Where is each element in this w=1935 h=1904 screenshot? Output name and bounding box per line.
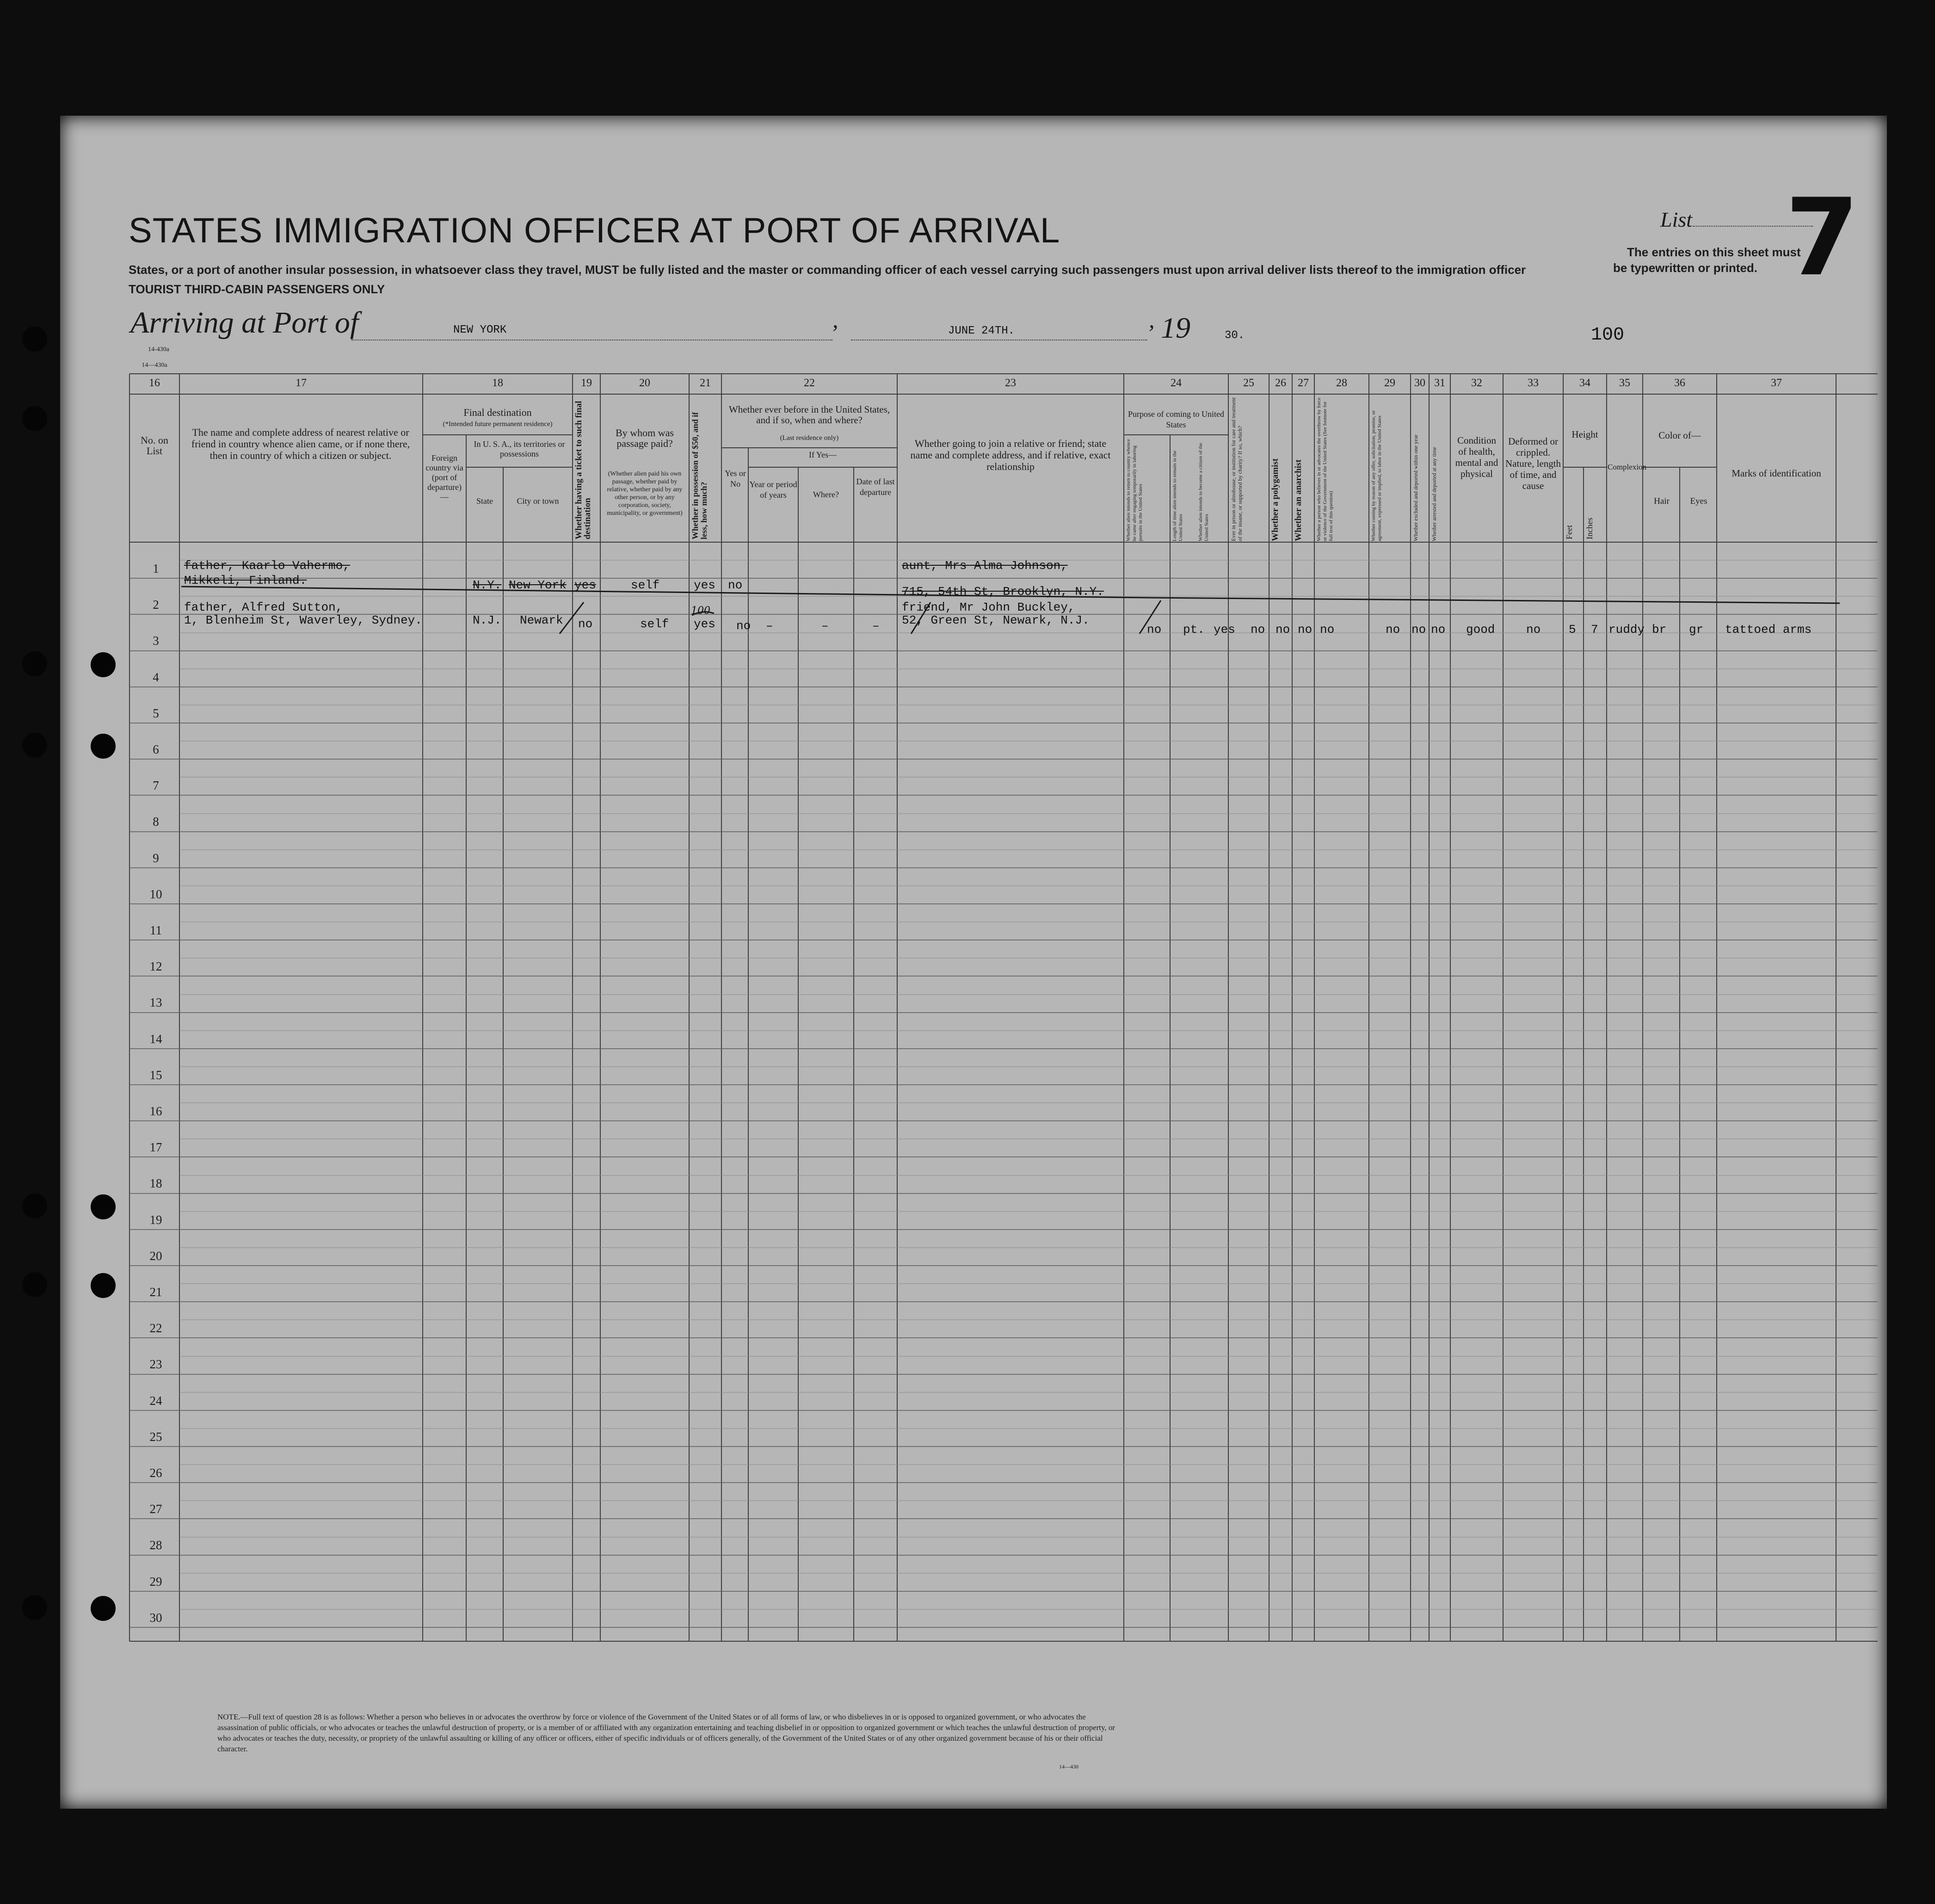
row-number: 23 bbox=[149, 1357, 162, 1371]
row-number: 9 bbox=[153, 851, 159, 865]
header-height: Height bbox=[1571, 429, 1598, 440]
header-hair: Hair bbox=[1654, 496, 1670, 506]
entry-2-citizen: yes bbox=[1214, 623, 1235, 637]
header-feet: Feet bbox=[1565, 525, 1574, 539]
year-suffix: 30. bbox=[1225, 329, 1245, 342]
header-no-on-list: No. on List bbox=[141, 434, 168, 457]
entry-2-return: no bbox=[1147, 623, 1162, 637]
header-where: Where? bbox=[813, 490, 839, 499]
header-inches: Inches bbox=[1585, 518, 1594, 539]
col-num-31: 31 bbox=[1434, 377, 1445, 389]
row-number: 15 bbox=[149, 1068, 162, 1082]
row-number: 30 bbox=[149, 1611, 162, 1625]
col-num-28: 28 bbox=[1336, 377, 1347, 389]
entry-1-state: N.Y. bbox=[473, 578, 502, 592]
entry-1-joining-name: aunt, Mrs Alma Johnson, bbox=[902, 559, 1068, 573]
header-nearest-relative: The name and complete address of nearest relative or friend in country whence alien came, or if none there, then in country of which a citizen or subject. bbox=[191, 427, 410, 461]
row-number: 22 bbox=[149, 1321, 162, 1335]
row-number: 25 bbox=[149, 1430, 162, 1444]
row-number: 21 bbox=[149, 1285, 162, 1299]
col-num-29: 29 bbox=[1384, 377, 1395, 389]
header-ever-before: Whether ever before in the United States, and if so, when and where? bbox=[728, 404, 890, 426]
header-if-yes: If Yes— bbox=[808, 450, 837, 459]
header-state: State bbox=[476, 496, 493, 506]
entry-2-relative-name: father, Alfred Sutton, bbox=[184, 600, 343, 614]
header-marks: Marks of identification bbox=[1732, 468, 1821, 479]
header-passage-paid-sub: (Whether alien paid his own passage, whether paid by relative, whether paid by any other person, or by any corporation, society, municipality, or government) bbox=[607, 470, 683, 517]
header-excluded: Whether excluded and deported within one year bbox=[1412, 434, 1419, 541]
row-number: 20 bbox=[149, 1249, 162, 1263]
comma: , bbox=[1149, 307, 1155, 333]
header-city: City or town bbox=[517, 496, 559, 506]
entry-2-eyes: gr bbox=[1689, 623, 1704, 637]
header-purpose-length: Length of time alien intends to remain in the United States bbox=[1172, 450, 1183, 541]
header-purpose-citizen: Whether alien intends to become a citizen of the United States bbox=[1198, 443, 1209, 541]
row-number: 6 bbox=[153, 742, 159, 756]
entry-2-paid-by: self bbox=[640, 617, 669, 631]
header-complexion: Complexion bbox=[1608, 463, 1647, 471]
date-value: JUNE 24TH. bbox=[948, 325, 1015, 337]
entry-2-hair: br bbox=[1652, 623, 1667, 637]
year-prefix: 19 bbox=[1161, 311, 1190, 344]
row-number: 8 bbox=[153, 815, 159, 828]
col-num-16: 16 bbox=[149, 377, 160, 389]
row-number: 1 bbox=[153, 562, 159, 575]
header-in-usa: In U. S. A., its territories or possessions bbox=[474, 439, 565, 458]
row-number: 5 bbox=[153, 706, 159, 720]
footnote: NOTE.—Full text of question 28 is as follows: Whether a person who believes in or advocates the overthrow by force or violence of the Government of the United States or of all forms of law, or who disbelieves in or is opposed to organized government, or who advocates the assassination of public officials, or who advocates or teaches the unlawful destruction of property, or is a member of or affiliated with any organization entertaining and teaching disbelief in or opposition to organized government or which teaches the unlawful destruction of property, or who advocates or teaches the duty, necessity, or propriety of the unlawful assaulting or killing of any officer or officers, either of specific individuals or of officers generally, of the Government of the United States or of any other organized government because of his or their official character. bbox=[217, 1712, 1115, 1753]
header-yes-no: Yes or No bbox=[725, 469, 746, 488]
row-number: 19 bbox=[149, 1213, 162, 1227]
row-number: 18 bbox=[149, 1176, 162, 1190]
header-prison: Ever in prison or almshouse, or institution for care and treatment of the insane, or supported by charity? If so, which? bbox=[1230, 397, 1243, 541]
entry-1-before: no bbox=[728, 578, 743, 592]
port-value: NEW YORK bbox=[453, 324, 507, 336]
row-number: 26 bbox=[149, 1466, 162, 1480]
form-title: STATES IMMIGRATION OFFICER AT PORT OF ARRIVAL bbox=[129, 211, 1060, 250]
col-num-22: 22 bbox=[804, 377, 815, 389]
entry-1-ticket: yes bbox=[574, 578, 596, 592]
header-purpose: Purpose of coming to United States bbox=[1128, 409, 1224, 429]
form-code-small: 14—430a bbox=[142, 362, 167, 369]
entry-1-paid-by: self bbox=[631, 578, 660, 592]
entry-2-deformed: no bbox=[1526, 623, 1541, 637]
col-num-30: 30 bbox=[1414, 377, 1425, 389]
entry-2-excluded: no bbox=[1411, 623, 1426, 637]
header-passage-paid: By whom was passage paid? bbox=[616, 427, 674, 449]
header-final-destination: Final destination bbox=[463, 407, 532, 418]
col-num-33: 33 bbox=[1528, 377, 1539, 389]
entry-2-before: no bbox=[736, 619, 751, 633]
entry-2-years: – bbox=[766, 619, 773, 633]
entry-2-arrested: no bbox=[1431, 623, 1446, 637]
comma: , bbox=[832, 307, 838, 333]
footer-code: 14—430 bbox=[1059, 1763, 1078, 1770]
header-arrested: Whether arrested and deported at any time bbox=[1431, 447, 1437, 541]
entry-1-relative-name: father, Kaarlo Vahermo, bbox=[184, 559, 350, 573]
col-num-24: 24 bbox=[1171, 377, 1182, 389]
entry-2-relative-address: 1, Blenheim St, Waverley, Sydney. bbox=[184, 613, 422, 627]
row-number: 27 bbox=[149, 1502, 162, 1516]
header-ever-before-sub: (Last residence only) bbox=[780, 434, 839, 442]
header-deformed: Deformed or crippled. Nature, length of time, and cause bbox=[1505, 436, 1561, 491]
entry-1-relative-address: Mikkeli, Finland. bbox=[184, 574, 307, 587]
row-number: 24 bbox=[149, 1394, 162, 1408]
row-number: 2 bbox=[153, 598, 159, 612]
entry-2-money: yes bbox=[694, 617, 715, 631]
col-num-26: 26 bbox=[1275, 377, 1286, 389]
list-number: 7 bbox=[1785, 176, 1860, 300]
col-num-17: 17 bbox=[296, 377, 307, 389]
col-num-32: 32 bbox=[1471, 377, 1482, 389]
header-contract-labor: Whether coming by reason of any offer, solicitation, promise, or agreement, expressed or implied, to labor in the United States bbox=[1371, 410, 1382, 541]
entry-2-prison: no bbox=[1251, 623, 1265, 637]
entry-2-health: good bbox=[1466, 623, 1495, 637]
entry-2-length: pt. bbox=[1183, 623, 1205, 637]
entry-2-overthrow: no bbox=[1320, 623, 1335, 637]
entries-note-1: The entries on this sheet must bbox=[1627, 245, 1801, 259]
entry-2-state: N.J. bbox=[473, 613, 502, 627]
col-num-37: 37 bbox=[1771, 377, 1782, 389]
class-line: TOURIST THIRD-CABIN PASSENGERS ONLY bbox=[129, 282, 385, 296]
entry-2-where: – bbox=[821, 619, 829, 633]
header-joining: Whether going to join a relative or friend; state name and complete address, and if relative, exact relationship bbox=[910, 438, 1111, 472]
row-number: 28 bbox=[149, 1538, 162, 1552]
header-fifty-dollars: Whether in possession of $50, and if less, how much? bbox=[690, 412, 709, 539]
entries-note-2: be typewritten or printed. bbox=[1613, 261, 1758, 275]
arriving-label: Arriving at Port of bbox=[130, 306, 359, 340]
col-num-23: 23 bbox=[1005, 377, 1016, 389]
page-number: 100 bbox=[1591, 325, 1625, 346]
header-overthrow: Whether a person who believes in or advocates the overthrow by force or violence of the Government of the United States (See footnote for full text of this question) bbox=[1316, 397, 1334, 541]
row-number: 11 bbox=[150, 923, 162, 937]
col-num-18: 18 bbox=[492, 377, 503, 389]
header-ticket: Whether having a ticket to such final destination bbox=[574, 401, 592, 539]
entry-1-money: yes bbox=[694, 578, 715, 592]
entry-2-inches: 7 bbox=[1591, 623, 1598, 637]
entry-2-complexion: ruddy bbox=[1608, 623, 1645, 637]
col-num-19: 19 bbox=[581, 377, 592, 389]
entry-1-city: New York bbox=[509, 578, 567, 592]
header-last-departure: Date of last departure bbox=[856, 477, 895, 497]
entry-2-polygamist: no bbox=[1276, 623, 1290, 637]
entry-2-city: Newark bbox=[520, 613, 563, 627]
col-num-21: 21 bbox=[700, 377, 711, 389]
col-num-34: 34 bbox=[1579, 377, 1590, 389]
list-label: List bbox=[1660, 208, 1693, 231]
row-number: 4 bbox=[153, 670, 159, 684]
row-number: 29 bbox=[149, 1575, 162, 1589]
header-purpose-return: Whether alien intends to return to country whence he came after engaging temporarily in laboring pursuits in the United States bbox=[1126, 439, 1143, 541]
header-health: Condition of health, mental and physical bbox=[1455, 435, 1498, 479]
row-number: 3 bbox=[153, 634, 159, 648]
entry-2-ticket: no bbox=[578, 617, 593, 631]
header-years: Year or period of years bbox=[749, 480, 797, 500]
entry-2-contract: no bbox=[1386, 623, 1400, 637]
form-code: 14-430a bbox=[148, 346, 169, 353]
row-number: 16 bbox=[149, 1104, 162, 1118]
entry-2-anarchist: no bbox=[1298, 623, 1313, 637]
instruction-line: States, or a port of another insular possession, in whatsoever class they travel, MUST be fully listed and the master or commanding officer of each vessel carrying such passengers must upon arrival deliver lists thereof to the immigration officer bbox=[129, 263, 1526, 277]
col-num-20: 20 bbox=[639, 377, 650, 389]
row-number: 7 bbox=[153, 779, 159, 792]
header-polygamist: Whether a polygamist bbox=[1270, 458, 1280, 541]
row-number: 14 bbox=[149, 1032, 162, 1046]
row-number: 12 bbox=[149, 959, 162, 973]
row-number: 17 bbox=[149, 1140, 162, 1154]
header-foreign-country: Foreign country via (port of departure)— bbox=[425, 453, 463, 501]
header-eyes: Eyes bbox=[1690, 496, 1707, 506]
row-number: 13 bbox=[149, 995, 162, 1009]
entry-2-departure: – bbox=[872, 619, 880, 633]
header-anarchist: Whether an anarchist bbox=[1294, 459, 1303, 541]
header-final-destination-sub: (*Intended future permanent residence) bbox=[443, 420, 553, 428]
row-number: 10 bbox=[149, 887, 162, 901]
col-num-27: 27 bbox=[1298, 377, 1309, 389]
entry-2-joining-address: 52, Green St, Newark, N.J. bbox=[902, 613, 1090, 627]
entry-1-joining-address: 715, 54th St, Brooklyn, N.Y. bbox=[902, 585, 1104, 599]
col-num-25: 25 bbox=[1243, 377, 1254, 389]
entry-2-money-note: 100 bbox=[691, 605, 710, 617]
entry-2-joining-name: friend, Mr John Buckley, bbox=[902, 600, 1075, 614]
header-color-of: Color of— bbox=[1658, 430, 1701, 441]
col-num-35: 35 bbox=[1619, 377, 1630, 389]
entry-2-marks: tattoed arms bbox=[1725, 623, 1812, 637]
col-num-36: 36 bbox=[1674, 377, 1685, 389]
entry-2-feet: 5 bbox=[1569, 623, 1576, 637]
